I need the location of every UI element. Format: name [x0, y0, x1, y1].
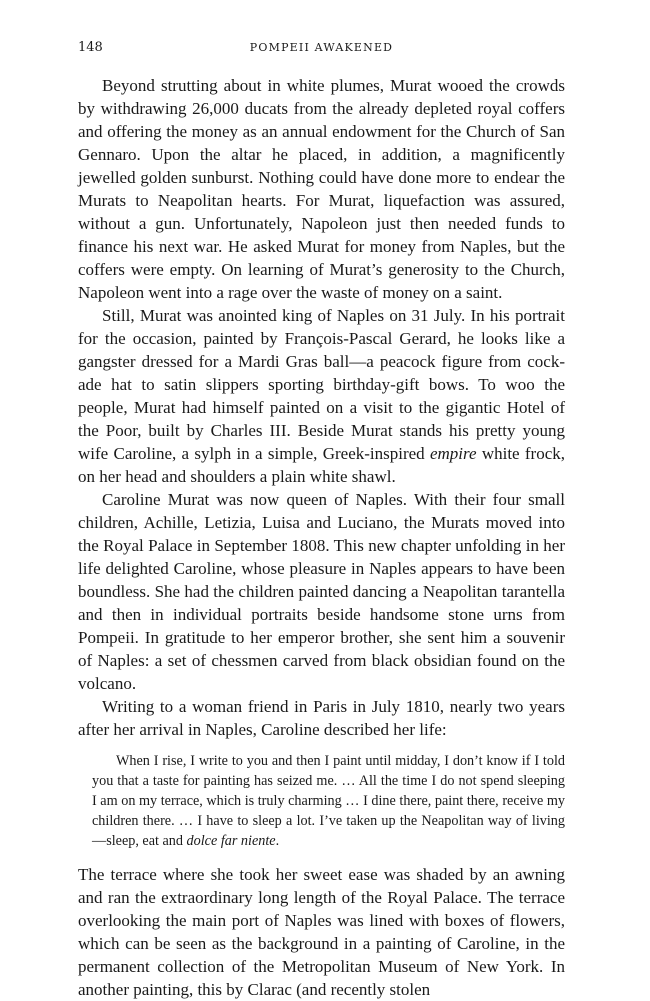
quote-text-start: When I rise, I write to you and then I paint until midday, I don’t know if I told you that a taste for painting has seized me. … All the time I do not spend sleeping I am on my terrace, which is truly charming … I dine there, paint there, receive my children there. … I have to sleep a lot. I’ve taken up the Neapolitan way of living—sleep, eat and — [92, 753, 565, 849]
paragraph-4 — [78, 695, 565, 741]
block-quote — [92, 751, 565, 851]
book-page — [78, 38, 565, 1001]
quote-text — [92, 751, 565, 851]
closing-paragraph-text: The terrace where she took her sweet ease was shaded by an awning and ran the extraordinary long length of the Royal Palace. The terrace overlooking the main port of Naples was lined with boxes of flowers, which can be seen as the background in a painting of Caroline, in the permanent collection of the Metropolitan Museum of New York. In another painting, this by Clarac (and recently stolen — [78, 865, 565, 999]
running-title: POMPEII AWAKENED — [249, 41, 394, 54]
paragraph-2 — [78, 304, 565, 488]
paragraph-3-text: Caroline Murat was now queen of Naples. With their four small children, Achille, Letizia, Luisa and Luciano, the Murats moved into the Royal Palace in September 1808. This new chapter unfolding in her life delighted Caroline, whose pleasure in Naples appears to have been boundless. She had the children painted dancing a Neapolitan tarantella and then in individual portraits beside handsome stone urns from Pompeii. In gratitude to her emperor brother, she sent him a souvenir of Naples: a set of chessmen carved from black obsidian found on the volcano. — [78, 490, 565, 693]
paragraph-2-text-end: white frock, on her head and shoulders a plain white shawl. — [78, 444, 566, 486]
paragraph-2-text: Still, Murat was anointed king of Naples on 31 July. In his portrait for the occasion, painted by François-Pascal Gerard, he looks like a gangster dressed for a Mardi Gras ball—a peacock figure from cockade hat to satin slippers sporting birthday-gift bows. To woo the people, Murat had himself painted on a visit to the gigantic Hotel of the Poor, built by Charles III. Beside Murat stands his pretty young wife Caroline, a sylph in a simple, Greek-inspired — [78, 306, 565, 463]
paragraph-4-text: Writing to a woman friend in Paris in July 1810, nearly two years after her arrival in Naples, Caroline described her life: — [78, 697, 565, 739]
running-header — [78, 38, 565, 58]
closing-paragraph — [78, 863, 565, 1001]
paragraph-2-italic: empire — [429, 444, 477, 463]
paragraph-1 — [78, 74, 565, 304]
page-number: 148 — [78, 40, 103, 55]
paragraph-1-text: Beyond strutting about in white plumes, Murat wooed the crowds by withdrawing 26,000 ducats from the already depleted royal coffers and offering the money as an annual endowment for the Church of San Gennaro. Upon the altar he placed, in addition, a magnificently jewelled golden sunburst. Nothing could have done more to endear the Murats to Neapolitan hearts. For Murat, liquefaction was assured, without a gun. Unfortunately, Napoleon just then needed funds to finance his next war. He asked Murat for money from Naples, but the coffers were empty. On learning of Murat’s generosity to the Church, Napoleon went into a rage over the waste of money on a saint. — [78, 76, 565, 302]
body-text — [78, 74, 565, 1001]
quote-italic: dolce far niente — [186, 833, 276, 849]
paragraph-3 — [78, 488, 565, 695]
quote-text-end: . — [275, 833, 280, 849]
